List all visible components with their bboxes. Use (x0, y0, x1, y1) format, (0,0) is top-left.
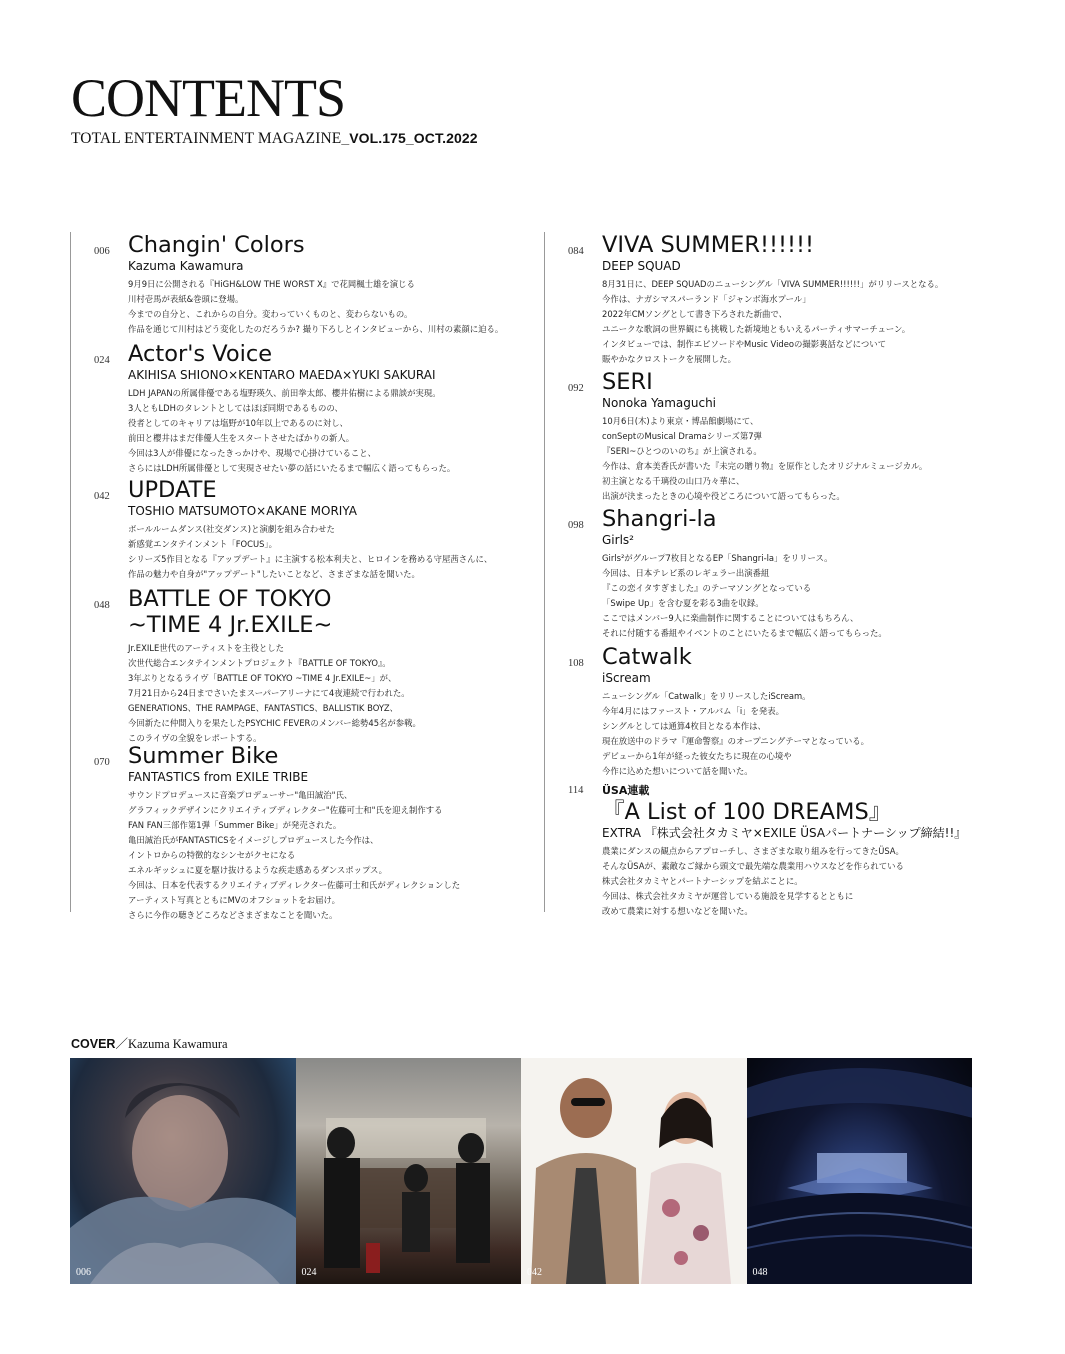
article-subtitle: Kazuma Kawamura (128, 259, 244, 273)
cover-separator: ／ (115, 1037, 128, 1051)
cover-credit (71, 1034, 228, 1052)
article-subtitle: TOSHIO MATSUMOTO×AKANE MORIYA (128, 504, 357, 518)
page-number: 084 (568, 246, 584, 257)
series-label: ÜSA連載 (602, 784, 650, 797)
article-subtitle: FANTASTICS from EXILE TRIBE (128, 770, 309, 784)
article-summary: 9月9日に公開される『HiGH&LOW THE WORST X』で花岡楓士雄を演じる 川村壱馬が表紙&巻頭に登場。 今までの自分と、これからの自分。変わっていくものと、変わらないもの。 作品を通じて川村はどう変化したのだろうか? 撮り下ろしとインタビューから、川村の素顔に迫る。 (128, 279, 504, 334)
concert-illustration (747, 1058, 973, 1284)
photo-page-number: 006 (76, 1267, 91, 1278)
article-summary: 10月6日(木)より東京・博品館劇場にて、 conSeptのMusical Dramaシリーズ第7弾 『SERI~ひとつのいのち』が上演される。 今作は、倉本美香氏が書いた『未完の贈り物』を原作としたオリジナルミュージカル。 初主演となる千璃役の山口乃々華に、 出演が決まったときの心境や役どころについて語ってもらった。 (602, 416, 928, 501)
article-title[interactable]: VIVA SUMMER!!!!!! (602, 232, 815, 258)
contents-entry[interactable] (545, 644, 985, 779)
magazine-name: TOTAL ENTERTAINMENT MAGAZINE (71, 130, 342, 147)
photo-strip (70, 1058, 972, 1284)
contents-entry[interactable] (71, 232, 511, 337)
cover-name: Kazuma Kawamura (127, 1037, 228, 1051)
contents-entry[interactable] (71, 586, 511, 746)
page-number: 006 (94, 246, 110, 257)
contents-entry[interactable] (545, 783, 985, 919)
page-number: 108 (568, 658, 584, 669)
article-summary: LDH JAPANの所属俳優である塩野瑛久、前田拳太郎、櫻井佑樹による鼎談が実現。 3人ともLDHのタレントとしてはほぼ同期であるものの、 役者としてのキャリアは塩野が10年以上であるのに対し、 前田と櫻井はまだ俳優人生をスタートさせたばかりの新人。 今回は3人が俳優になったきっかけや、現場で心掛けていること、 さらにはLDH所属俳優として実現させたい夢の話にいたるまで幅広く語ってもらった。 (128, 388, 456, 473)
group-illustration (296, 1058, 522, 1284)
page-number: 024 (94, 355, 110, 366)
contents-entry[interactable] (545, 232, 985, 367)
page-number: 048 (94, 600, 110, 611)
page-title: CONTENTS (71, 68, 345, 128)
portrait-illustration (70, 1058, 296, 1284)
issue-line (71, 130, 478, 148)
article-summary: Jr.EXILE世代のアーティストを主役とした 次世代総合エンタテインメントプロジェクト『BATTLE OF TOKYO』。 3年ぶりとなるライヴ「BATTLE OF TOKYO ~TIME 4 Jr.EXILE~」が、 7月21日から24日までさいたまスーパーアリーナにて4夜連続で行われた。 GENERATIONS、THE RAMPAGE、FANTASTICS、BALLISTIK BOYZ、 今回新たに仲間入りを果たしたPSYCHIC FEVERのメンバー総勢45名が参戦。 このライヴの全貌をレポートする。 (128, 643, 421, 743)
article-title[interactable]: Changin' Colors (128, 232, 305, 258)
article-subtitle: iScream (602, 671, 651, 685)
article-subtitle: DEEP SQUAD (602, 259, 681, 273)
article-title[interactable]: Catwalk (602, 644, 692, 670)
article-subtitle: AKIHISA SHIONO×KENTARO MAEDA×YUKI SAKURAI (128, 368, 436, 382)
concert-photo[interactable] (747, 1058, 973, 1284)
contents-entry[interactable] (71, 477, 511, 582)
contents-entry[interactable] (545, 369, 985, 504)
article-title[interactable]: Shangri-la (602, 506, 717, 532)
contents-column-right (544, 232, 985, 916)
page-number: 092 (568, 383, 584, 394)
article-subtitle: Girls² (602, 533, 634, 547)
article-summary: 8月31日に、DEEP SQUADのニューシングル「VIVA SUMMER!!!!!!」がリリースとなる。 今作は、ナガシマスパーランド「ジャンボ海水プール」 2022年CMソングとして書き下ろされた新曲で、 ユニークな歌詞の世界観にも挑戦した新境地ともいえるパーティサマーチューン。 インタビューでは、制作エピソードやMusic Videoの撮影裏話などについて 賑やかなクロストークを展開した。 (602, 279, 944, 364)
page-number: 070 (94, 757, 110, 768)
article-summary: サウンドプロデュースに音楽プロデューサー"亀田誠治"氏、 グラフィックデザインにクリエイティブディレクター"佐藤可士和"氏を迎え制作する FAN FAN三部作第1弾「Summer Bike」が発売された。 亀田誠治氏がFANTASTICSをイメージしプロデュースした今作は、 イントロからの特徴的なシンセがクセになる エネルギッシュに夏を駆け抜けるような疾走感あるダンスポップス。 今回は、日本を代表するクリエイティブディレクター佐藤可士和氏がディレクションした アーティスト写真とともにMVのオフショットをお届け。 さらに今作の聴きどころなどさまざまなことを聞いた。 (128, 790, 461, 920)
article-title[interactable]: 『A List of 100 DREAMS』 (602, 799, 892, 825)
page-number: 042 (94, 491, 110, 502)
duo-illustration (521, 1058, 747, 1284)
article-title[interactable]: UPDATE (128, 477, 217, 503)
photo-page-number: 048 (752, 1267, 768, 1278)
masthead (71, 70, 478, 148)
article-title[interactable]: Summer Bike (128, 743, 279, 769)
article-summary: ボールルームダンス(社交ダンス)と演劇を組み合わせた 新感覚エンタテインメント「FOCUS」。 シリーズ5作目となる『アップデート』に主演する松本利夫と、ヒロインを務める守屋茜さんに、 作品の魅力や自身が"アップデート"したいことなど、さまざまな話を聞いた。 (128, 524, 493, 579)
article-subtitle: EXTRA 『株式会社タカミヤ×EXILE ÜSAパートナーシップ締結!!』 (602, 826, 967, 840)
article-subtitle: Nonoka Yamaguchi (602, 396, 717, 410)
article-summary: 農業にダンスの観点からアプローチし、さまざまな取り組みを行ってきたÜSA。 そんなÜSAが、素敵なご縁から頭文で最先端な農業用ハウスなどを作られている 株式会社タカミヤとパートナーシップを結ぶことに。 今回は、株式会社タカミヤが運営している施設を見学するとともに 改めて農業に対する想いなどを聞いた。 (602, 846, 904, 916)
contents-entry[interactable] (71, 743, 511, 923)
article-title[interactable]: Actor's Voice (128, 341, 273, 367)
photo-page-number: 024 (301, 1267, 317, 1278)
article-summary: Girls²がグループ7枚目となるEP「Shangri-la」をリリース。 今回は、日本テレビ系のレギュラー出演番組 『この恋イタすぎました』のテーマソングとなっている 「Swipe Up」を含む夏を彩る3曲を収録。 ここではメンバー9人に楽曲制作に関することについてはもちろん、 それに付随する番組やイベントのことにいたるまで幅広く語ってもらった。 (602, 553, 887, 638)
issue-number: _VOL.175_OCT.2022 (341, 130, 478, 146)
contents-entry[interactable] (71, 341, 511, 476)
page-number: 098 (568, 520, 584, 531)
article-title[interactable]: BATTLE OF TOKYO ~TIME 4 Jr.EXILE~ (128, 586, 333, 638)
article-title[interactable]: SERI (602, 369, 653, 395)
contents-column-left (70, 232, 511, 920)
article-summary: ニューシングル「Catwalk」をリリースしたiScream。 今年4月にはファースト・アルバム「i」を発表。 シングルとしては通算4枚目となる本作は、 現在放送中のドラマ『運命警察』のオープニングテーマとなっている。 デビューから1年が経った彼女たちに現在の心境や 今作に込めた想いについて話を聞いた。 (602, 691, 869, 776)
photo-page-number: 042 (527, 1267, 542, 1278)
contents-entry[interactable] (545, 506, 985, 641)
cover-label: COVER (71, 1037, 116, 1051)
page-number: 114 (568, 785, 584, 796)
group-photo[interactable] (296, 1058, 522, 1284)
duo-photo[interactable] (521, 1058, 747, 1284)
portrait-photo[interactable] (70, 1058, 296, 1284)
